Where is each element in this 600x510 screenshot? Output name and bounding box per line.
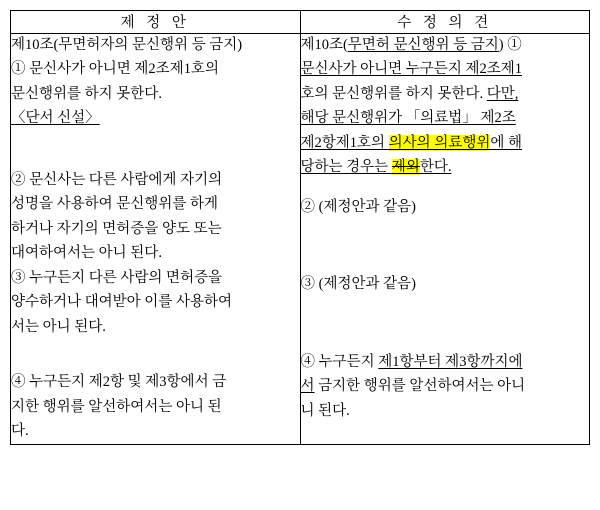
draft-line-8: 대여하여서는 아니 된다. <box>11 245 162 262</box>
amend-line-3-tail: 다만, <box>486 85 519 102</box>
amend-line-6 <box>301 156 590 179</box>
cell-draft-text <box>11 34 301 445</box>
amend-line-2: 문신사가 아니면 누구든지 제2조제1 <box>300 61 522 78</box>
table-header-row <box>11 11 590 34</box>
cell-amendment-text <box>300 34 590 445</box>
amend-line-3 <box>301 83 590 106</box>
amend-spacer-7 <box>301 341 590 351</box>
draft-line-14: 다. <box>11 423 29 440</box>
amend-item-4-line-1 <box>301 351 590 374</box>
column-header-draft: 제 정 안 <box>11 11 301 34</box>
amend-line-6-a: 당하는 경우는 <box>300 159 392 176</box>
amend-line-1-suffix: ) ① <box>498 37 522 53</box>
draft-line-6: 성명을 사용하여 문신행위를 하게 <box>11 196 218 213</box>
comparison-table <box>10 10 590 445</box>
amend-item-4-line-2 <box>301 375 590 398</box>
draft-line-1: 제10조(무면허자의 문신행위 등 금지) <box>11 37 243 53</box>
amend-spacer-4 <box>301 263 590 273</box>
draft-line-10: 양수하거나 대여받아 이를 사용하여 <box>11 294 232 311</box>
amend-item-4-line-3: 니 된다. <box>300 402 350 419</box>
amend-spacer-1 <box>301 180 590 196</box>
draft-line-3: 문신행위를 하지 못한다. <box>11 85 162 102</box>
draft-line-7: 하거나 자기의 면허증을 양도 또는 <box>11 220 222 237</box>
amend-spacer-5 <box>301 297 590 319</box>
amend-item-4-rest: 금지한 행위를 알선하여서는 아니 <box>314 378 526 395</box>
draft-line-12: ④ 누구든지 제2항 및 제3항에서 금 <box>11 374 227 391</box>
draft-spacer-2 <box>11 153 300 169</box>
draft-spacer-4 <box>11 361 300 371</box>
amend-line-3-main: 호의 문신행위를 하지 못한다. <box>300 85 484 102</box>
draft-line-2: ① 문신사가 아니면 제2조제1호의 <box>11 61 219 78</box>
amend-item-4-underlined-2: 서 <box>300 378 315 395</box>
draft-line-13: 지한 행위를 알선하여서는 아니 된 <box>11 398 222 415</box>
amend-item-2: ② (제정안과 같음) <box>300 198 416 215</box>
amend-item-4-prefix: ④ 누구든지 <box>300 353 379 370</box>
amend-line-1-underlined: 무면허 문신행위 등 금지 <box>347 37 499 53</box>
amend-spacer-3 <box>301 241 590 263</box>
amend-line-5-b: 에 해 <box>490 134 522 151</box>
amend-line-5 <box>301 132 590 155</box>
draft-spacer-1 <box>11 131 300 153</box>
draft-line-4: 〈단서 신설〉 <box>11 110 100 127</box>
amend-line-1-prefix: 제10조( <box>300 37 348 53</box>
table-row <box>11 34 590 445</box>
amend-spacer-6 <box>301 319 590 341</box>
draft-line-11: 서는 아니 된다. <box>11 318 106 335</box>
draft-line-5: ② 문신사는 다른 사람에게 자기의 <box>11 171 223 188</box>
amend-line-4: 해당 문신행위가 「의료법」 제2조 <box>300 110 516 127</box>
amend-line-5-highlight: 의사의 의료행위 <box>388 134 491 151</box>
amend-line-6-b: 한다. <box>419 159 452 176</box>
amend-line-5-a: 제2항제1호의 <box>300 134 389 151</box>
amend-item-3: ③ (제정안과 같음) <box>300 276 416 293</box>
draft-line-9: ③ 누구든지 다른 사람의 면허증을 <box>11 269 223 286</box>
column-header-amendment: 수 정 의 견 <box>300 11 590 34</box>
amend-line-6-highlight-strike: 제외 <box>391 159 420 176</box>
amend-spacer-2 <box>301 219 590 241</box>
amend-line-1 <box>301 34 590 57</box>
draft-spacer-3 <box>11 339 300 361</box>
amend-item-4-underlined: 제1항부터 제3항까지에 <box>378 353 523 370</box>
